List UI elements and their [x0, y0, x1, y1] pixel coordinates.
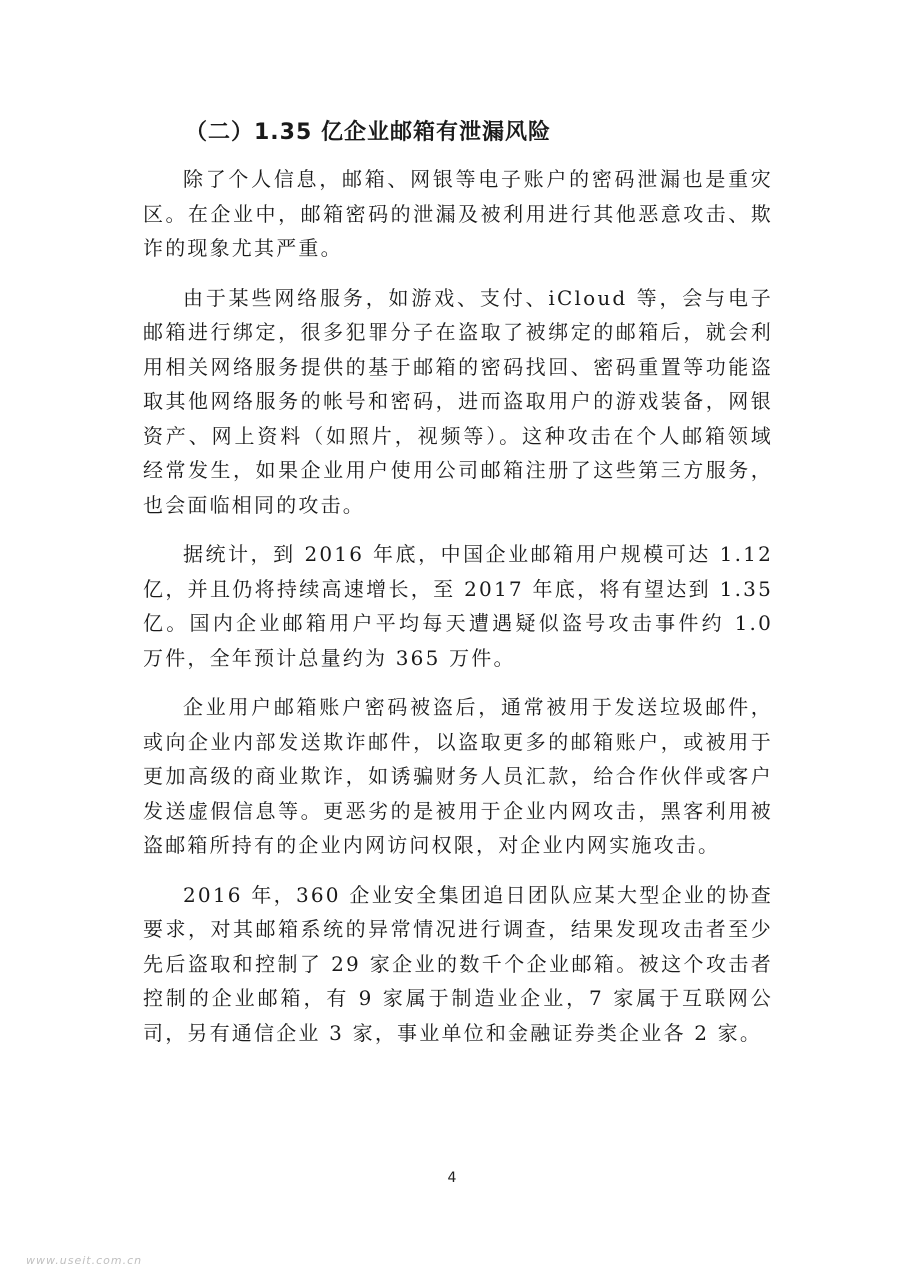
body-text — [143, 162, 773, 1065]
site-watermark: www.useit.com.cn — [26, 1254, 143, 1267]
section-heading: （二）1.35 亿企业邮箱有泄漏风险 — [185, 120, 551, 145]
paragraph: 据统计，到 2016 年底，中国企业邮箱用户规模可达 1.12 亿，并且仍将持续高速增长，至 2017 年底，将有望达到 1.35 亿。国内企业邮箱用户平均每天遭遇疑似盗号攻击事件约 1.0 万件，全年预计总量约为 365 万件。 — [143, 542, 773, 670]
paragraph: 除了个人信息，邮箱、网银等电子账户的密码泄漏也是重灾区。在企业中，邮箱密码的泄漏及被利用进行其他恶意攻击、欺诈的现象尤其严重。 — [143, 167, 773, 260]
paragraph: 企业用户邮箱账户密码被盗后，通常被用于发送垃圾邮件，或向企业内部发送欺诈邮件，以盗取更多的邮箱账户，或被用于更加高级的商业欺诈，如诱骗财务人员汇款，给合作伙伴或客户发送虚假信息等。更恶劣的是被用于企业内网攻击，黑客利用被盗邮箱所持有的企业内网访问权限，对企业内网实施攻击。 — [143, 695, 773, 857]
page-number: 4 — [447, 1170, 457, 1186]
paragraph: 由于某些网络服务，如游戏、支付、iCloud 等，会与电子邮箱进行绑定，很多犯罪分子在盗取了被绑定的邮箱后，就会利用相关网络服务提供的基于邮箱的密码找回、密码重置等功能盗取其他网络服务的帐号和密码，进而盗取用户的游戏装备，网银资产、网上资料（如照片，视频等）。这种攻击在个人邮箱领域经常发生，如果企业用户使用公司邮箱注册了这些第三方服务，也会面临相同的攻击。 — [143, 285, 773, 517]
paragraph: 2016 年，360 企业安全集团追日团队应某大型企业的协查要求，对其邮箱系统的异常情况进行调查，结果发现攻击者至少先后盗取和控制了 29 家企业的数千个企业邮箱。被这个攻击者控制的企业邮箱，有 9 家属于制造业企业，7 家属于互联网公司，另有通信企业 3 家，事业单位和金融证券类企业各 2 家。 — [143, 882, 773, 1045]
